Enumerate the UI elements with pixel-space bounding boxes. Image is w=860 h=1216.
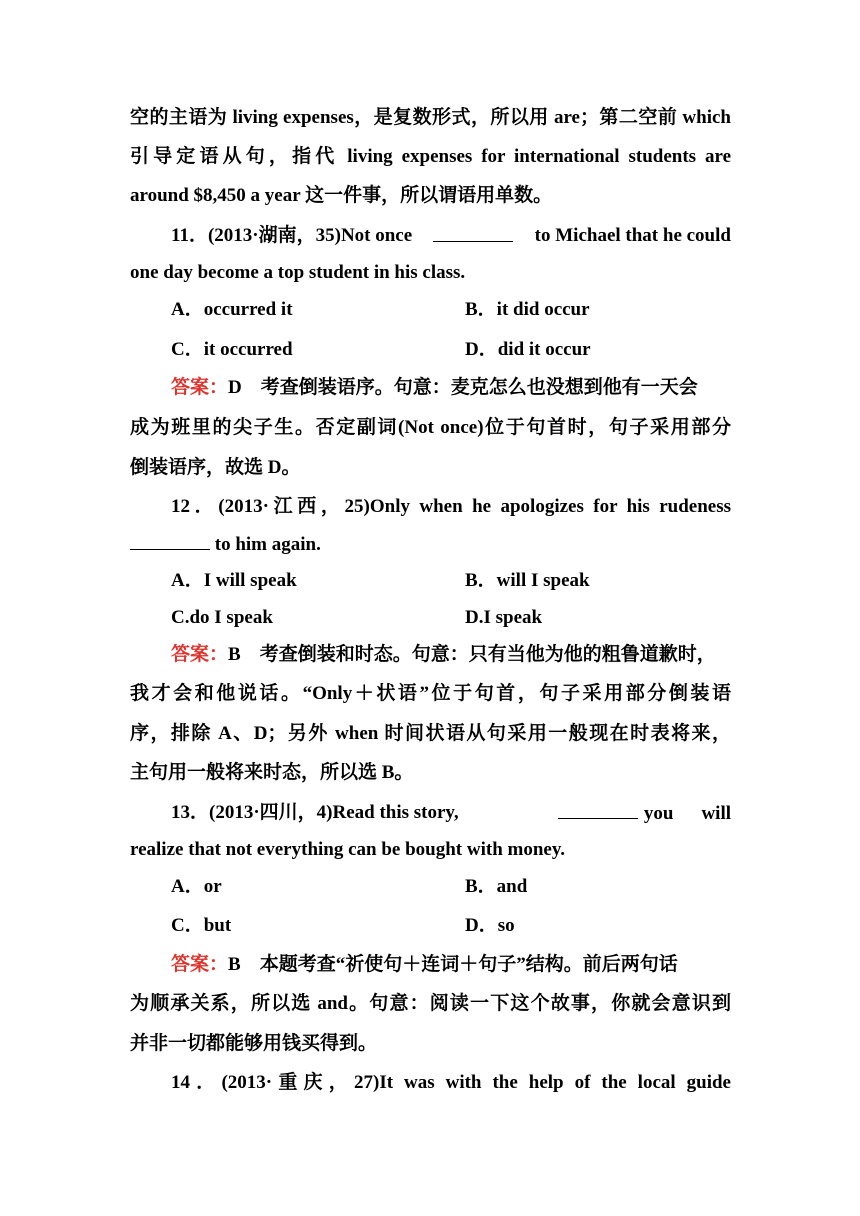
question-stem-text: one day become a top student in his class. (130, 262, 466, 283)
question-stem-text: to Michael that he could (534, 225, 731, 246)
option-d: D.I speak (465, 607, 543, 628)
answer-label: 答案： (171, 644, 229, 665)
option-d: D．so (465, 915, 515, 936)
text-line: 引导定语从句，指代 living expenses for international students are (130, 146, 731, 167)
option-b: B．and (465, 876, 528, 897)
answer-text: 并非一切都能够用钱买得到。 (130, 1033, 378, 1054)
question-stem-text: realize that not everything can be bought with money. (130, 839, 566, 860)
answer-line (171, 643, 731, 667)
question-stem-text: to him again. (214, 534, 321, 555)
answer-blank (433, 224, 513, 242)
question-13-stem (171, 801, 731, 826)
option-a: A．I will speak (171, 570, 297, 591)
option-a: A．or (171, 876, 222, 897)
answer-blank (558, 801, 638, 819)
answer-text: B 本题考查“祈使句＋连词＋句子”结构。前后两句话 (228, 954, 678, 975)
text-line: around $8,450 a year 这一件事，所以谓语用单数。 (130, 185, 553, 206)
option-d: D．did it occur (465, 339, 591, 360)
answer-text: D 考查倒装语序。句意：麦克怎么也没想到他有一天会 (228, 377, 698, 398)
question-14-stem: 14．(2013·重庆，27)It was with the help of the local guide (171, 1072, 731, 1093)
answer-text: 成为班里的尖子生。否定副词(Not once)位于句首时，句子采用部分 (130, 417, 731, 438)
answer-text: 倒装语序，故选 D。 (130, 457, 301, 478)
option-c: C.do I speak (171, 607, 273, 628)
option-b: B．it did occur (465, 299, 590, 320)
answer-line (171, 376, 731, 400)
answer-label: 答案： (171, 377, 229, 398)
option-a: A．occurred it (171, 299, 293, 320)
question-12-stem: 12．(2013·江西，25)Only when he apologizes for his rudeness (171, 496, 731, 517)
answer-text: 为顺承关系，所以选 and。句意：阅读一下这个故事，你就会意识到 (130, 993, 731, 1014)
answer-text: B 考查倒装和时态。句意：只有当他为他的粗鲁道歉时， (228, 644, 716, 665)
question-11-stem (171, 224, 731, 248)
question-stem-line (130, 532, 731, 557)
answer-text: 序，排除 A、D；另外 when 时间状语从句采用一般现在时表将来， (130, 723, 731, 744)
option-c: C．but (171, 915, 232, 936)
answer-line (171, 953, 731, 977)
question-stem-text: 11．(2013·湖南，35)Not once (171, 225, 413, 246)
question-stem-text: 13．(2013·四川，4)Read this story, (171, 802, 459, 823)
option-b: B．will I speak (465, 570, 590, 591)
option-c: C．it occurred (171, 339, 293, 360)
answer-blank (130, 532, 210, 550)
answer-text: 我才会和他说话。“Only＋状语”位于句首，句子采用部分倒装语 (130, 683, 731, 704)
text-line: 空的主语为 living expenses，是复数形式，所以用 are；第二空前 which (130, 107, 731, 128)
answer-text: 主句用一般将来时态，所以选 B。 (130, 762, 414, 783)
question-stem-text: you (643, 803, 674, 824)
question-stem-text: will (701, 803, 731, 824)
answer-label: 答案： (171, 954, 229, 975)
